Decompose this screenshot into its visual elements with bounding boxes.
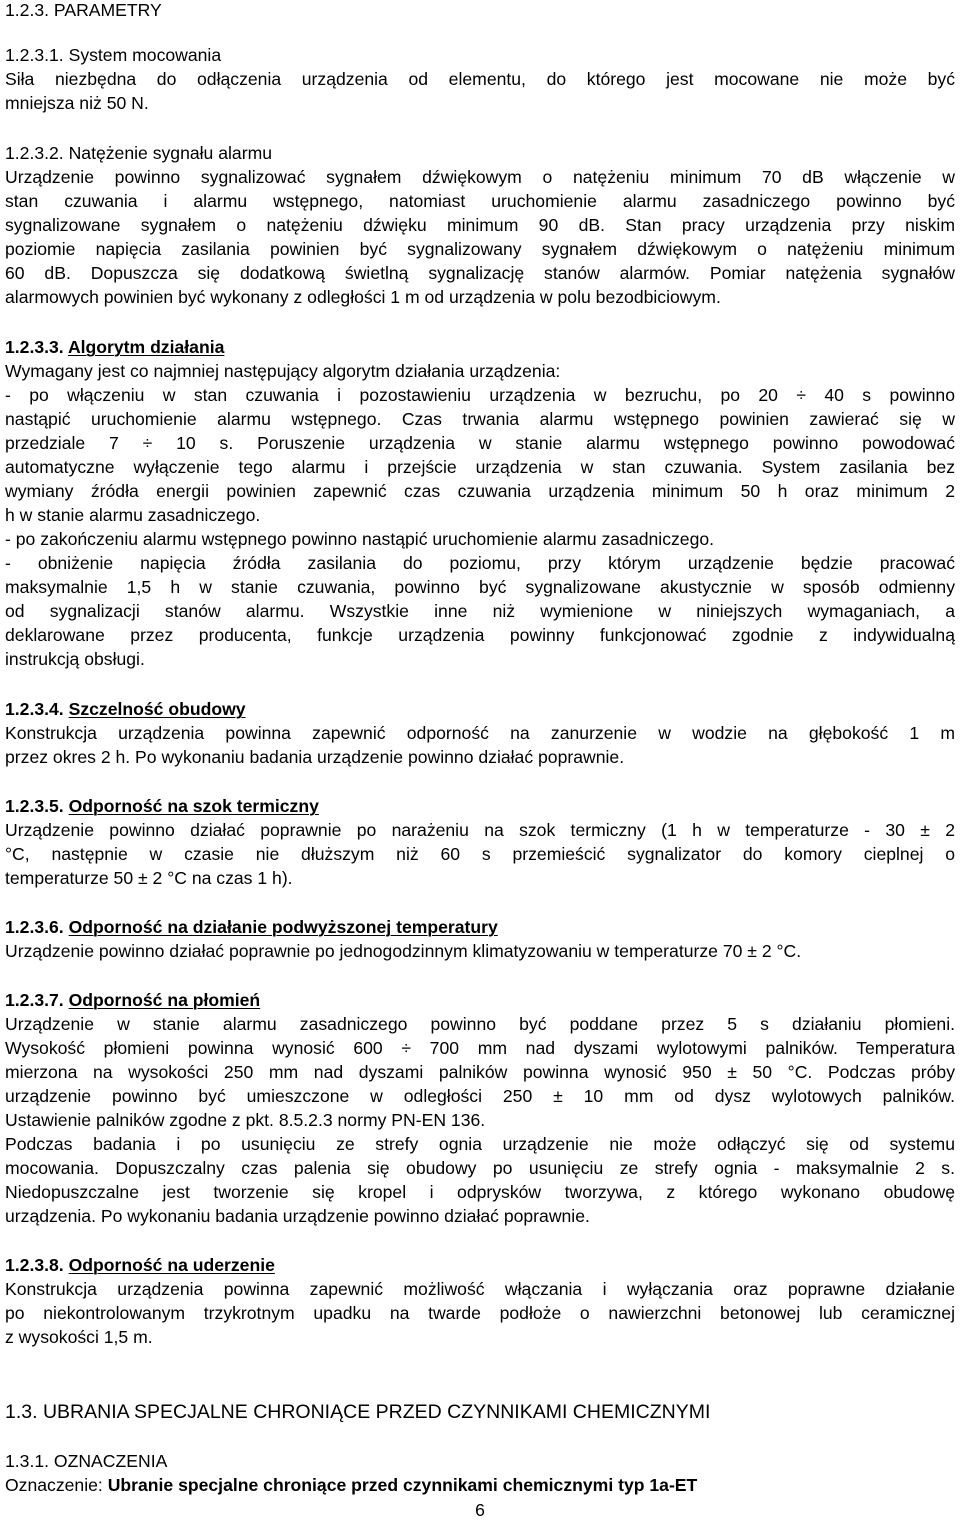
paragraph-line: Siła niezbędna do odłączenia urządzenia od elementu, do którego jest mocowane nie może być xyxy=(5,69,955,89)
paragraph-line: Niedopuszczalne jest tworzenie się kropel i odprysków tworzywa, z którego wykonano obudowę xyxy=(5,1182,955,1202)
subsection-heading-system-mocowania xyxy=(5,45,955,65)
paragraph-line: Urządzenie powinno działać poprawnie po narażeniu na szok termiczny (1 h w temperaturze - 30 ± 2 xyxy=(5,820,955,840)
paragraph-line: Podczas badania i po usunięciu ze strefy ognia urządzenie nie może odłączyć się od systemu xyxy=(5,1134,955,1154)
heading-number: 1.2.3.3. xyxy=(5,337,64,357)
paragraph-line: Wysokość płomieni powinna wynosić 600 ÷ 700 mm nad dyszami wylotowymi palników. Temperatura xyxy=(5,1038,955,1058)
paragraph-line: deklarowane przez producenta, funkcje urządzenia powinny funkcjonować zgodnie z indywidualną xyxy=(5,625,955,645)
paragraph-line: temperaturze 50 ± 2 °C na czas 1 h). xyxy=(5,868,293,888)
designation-line xyxy=(5,1475,955,1495)
paragraph-line: alarmowych powinien być wykonany z odległości 1 m od urządzenia w polu bezodbiciowym. xyxy=(5,287,721,307)
heading-number: 1.3.1. xyxy=(5,1451,50,1471)
heading-number: 1.2.3.7. xyxy=(5,990,64,1010)
paragraph-line: - po włączeniu w stan czuwania i pozostawieniu urządzenia w bezruchu, po 20 ÷ 40 s powinno xyxy=(5,385,955,405)
paragraph-line: maksymalnie 1,5 h w stanie czuwania, powinno być sygnalizowane akustycznie w sposób odmienny xyxy=(5,577,955,597)
subsection-heading-szok-termiczny xyxy=(5,796,955,816)
paragraph-line: od sygnalizacji stanów alarmu. Wszystkie inne niż wymienione w niniejszych wymaganiach, a xyxy=(5,601,955,621)
subsection-heading-szczelnosc xyxy=(5,699,955,719)
paragraph-line: mniejsza niż 50 N. xyxy=(5,93,149,113)
heading-number: 1.2.3.1. xyxy=(5,45,64,65)
paragraph-line: instrukcją obsługi. xyxy=(5,649,145,669)
subsection-heading-natezenie xyxy=(5,143,955,163)
paragraph-line: °C, następnie w czasie nie dłuższym niż 60 s przemieścić sygnalizator do komory cieplnej o xyxy=(5,844,955,864)
heading-number: 1.2.3.2. xyxy=(5,143,64,163)
designation-label: Oznaczenie: xyxy=(5,1475,108,1495)
paragraph-line: urządzenie powinno być umieszczone w odległości 250 ± 10 mm od dysz wylotowych palników. xyxy=(5,1086,955,1106)
paragraph-line: nastąpić uruchomienie alarmu wstępnego. Czas trwania alarmu wstępnego powinien zawierać się w xyxy=(5,409,955,429)
heading-number: 1.2.3.6. xyxy=(5,917,64,937)
heading-title: Odporność na działanie podwyższonej temperatury xyxy=(68,917,498,937)
heading-number: 1.2.3.5. xyxy=(5,796,64,816)
paragraph-line: Ustawienie palników zgodne z pkt. 8.5.2.3 normy PN-EN 136. xyxy=(5,1110,486,1130)
heading-title: PARAMETRY xyxy=(53,0,162,20)
paragraph-line: przez okres 2 h. Po wykonaniu badania urządzenie powinno działać poprawnie. xyxy=(5,747,625,767)
section-heading-parametry xyxy=(5,0,955,20)
paragraph-line: - po zakończeniu alarmu wstępnego powinno nastąpić uruchomienie alarmu zasadniczego. xyxy=(5,529,715,549)
paragraph-line: Urządzenie w stanie alarmu zasadniczego powinno być poddane przez 5 s działaniu płomieni. xyxy=(5,1014,955,1034)
paragraph-line: sygnalizowane sygnałem o natężeniu dźwięku minimum 90 dB. Stan pracy urządzenia przy niskim xyxy=(5,215,955,235)
heading-title: Natężenie sygnału alarmu xyxy=(68,143,273,163)
subsection-heading-plomien xyxy=(5,990,955,1010)
subsection-heading-oznaczenia xyxy=(5,1451,955,1471)
paragraph-line: h w stanie alarmu zasadniczego. xyxy=(5,505,261,525)
heading-title: UBRANIA SPECJALNE CHRONIĄCE PRZED CZYNNIKAMI CHEMICZNYMI xyxy=(42,1401,711,1423)
paragraph-line: z wysokości 1,5 m. xyxy=(5,1327,153,1347)
paragraph-line: - obniżenie napięcia źródła zasilania do poziomu, przy którym urządzenie będzie pracować xyxy=(5,553,955,573)
heading-title: Odporność na płomień xyxy=(68,990,261,1010)
subsection-heading-uderzenie xyxy=(5,1255,955,1275)
paragraph-line: 60 dB. Dopuszcza się dodatkową świetlną sygnalizację stanów alarmów. Pomiar natężenia sygnałów xyxy=(5,263,955,283)
paragraph-line: Urządzenie powinno działać poprawnie po jednogodzinnym klimatyzowaniu w temperaturze 70 ± 2 °C. xyxy=(5,941,802,961)
section-heading-ubrania xyxy=(5,1402,955,1422)
heading-title: System mocowania xyxy=(68,45,222,65)
subsection-heading-algorytm xyxy=(5,337,955,357)
designation-value: Ubranie specjalne chroniące przed czynnikami chemicznymi typ 1a-ET xyxy=(107,1475,698,1495)
heading-number: 1.3. xyxy=(5,1401,38,1423)
heading-number: 1.2.3.8. xyxy=(5,1255,64,1275)
heading-title: Szczelność obudowy xyxy=(68,699,246,719)
heading-title: Odporność na uderzenie xyxy=(68,1255,275,1275)
paragraph-line: automatyczne wyłączenie tego alarmu i przejście urządzenia w stan czuwania. System zasilania bez xyxy=(5,457,955,477)
heading-title: Odporność na szok termiczny xyxy=(68,796,319,816)
heading-title: OZNACZENIA xyxy=(53,1451,168,1471)
heading-number: 1.2.3. xyxy=(5,0,50,20)
paragraph-line: Urządzenie powinno sygnalizować sygnałem dźwiękowym o natężeniu minimum 70 dB włączenie w xyxy=(5,167,955,187)
paragraph-line: mocowania. Dopuszczalny czas palenia się obudowy po usunięciu ze strefy ognia - maksymalnie 2 s. xyxy=(5,1158,955,1178)
subsection-heading-podwyzszona-temperatura xyxy=(5,917,955,937)
paragraph-line: po niekontrolowanym trzykrotnym upadku na twarde podłoże o nawierzchni betonowej lub ceramicznej xyxy=(5,1303,955,1323)
heading-number: 1.2.3.4. xyxy=(5,699,64,719)
paragraph-line: Konstrukcja urządzenia powinna zapewnić odporność na zanurzenie w wodzie na głębokość 1 m xyxy=(5,723,955,743)
heading-title: Algorytm działania xyxy=(67,337,225,357)
paragraph-line: mierzona na wysokości 250 mm nad dyszami palników powinna wynosić 950 ± 50 °C. Podczas próby xyxy=(5,1062,955,1082)
paragraph-line: poziomie napięcia zasilania powinien być sygnalizowany sygnałem dźwiękowym o natężeniu minimum xyxy=(5,239,955,259)
paragraph-line: wymiany źródła energii powinien zapewnić czas czuwania urządzenia minimum 50 h oraz minimum 2 xyxy=(5,481,955,501)
page-number: 6 xyxy=(475,1500,485,1520)
paragraph-line: Konstrukcja urządzenia powinna zapewnić możliwość włączania i wyłączania oraz poprawne działanie xyxy=(5,1279,955,1299)
paragraph-line: przedziale 7 ÷ 10 s. Poruszenie urządzenia w stanie alarmu wstępnego powinno powodować xyxy=(5,433,955,453)
paragraph-line: urządzenia. Po wykonaniu badania urządzenie powinno działać poprawnie. xyxy=(5,1206,590,1226)
paragraph-line: stan czuwania i alarmu wstępnego, natomiast uruchomienie alarmu zasadniczego powinno być xyxy=(5,191,955,211)
paragraph-line: Wymagany jest co najmniej następujący algorytm działania urządzenia: xyxy=(5,361,561,381)
